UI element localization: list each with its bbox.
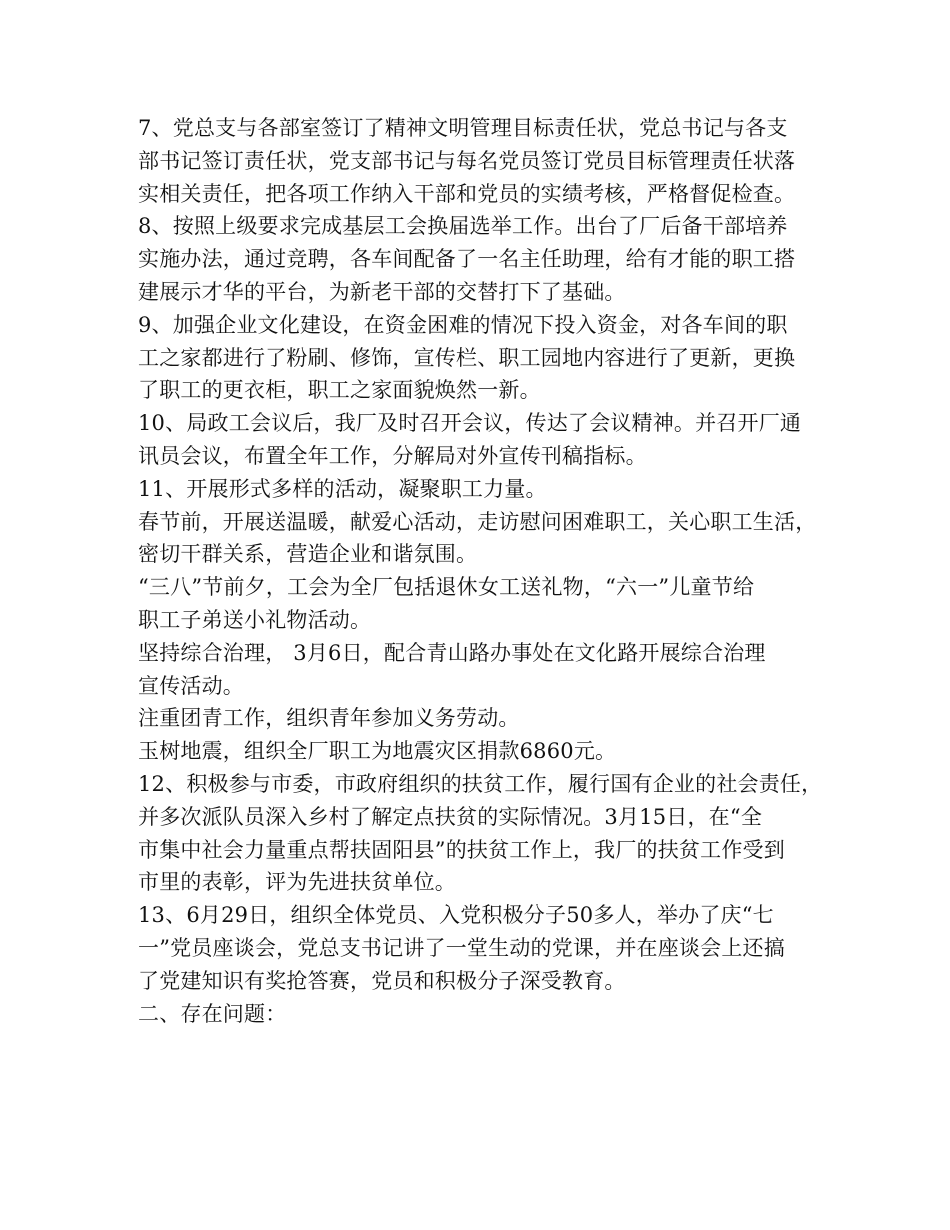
text-line: 坚持综合治理， 3月6日，配合青山路办事处在文化路开展综合治理 xyxy=(138,640,766,665)
text-line: 工之家都进行了粉刷、修饰，宣传栏、职工园地内容进行了更新，更换 xyxy=(138,345,796,370)
text-line: “三八”节前夕，工会为全厂包括退休女工送礼物，“六一”儿童节给 xyxy=(138,575,755,600)
text-line: 8、按照上级要求完成基层工会换届选举工作。出台了厂后备干部培养 xyxy=(138,214,788,239)
text-line: 了党建知识有奖抢答赛，党员和积极分子深受教育。 xyxy=(138,968,626,993)
text-line: 并多次派队员深入乡村了解定点扶贫的实际情况。3月15日，在“全 xyxy=(138,804,763,829)
text-line: 职工子弟送小礼物活动。 xyxy=(138,607,372,632)
text-line: 一”党员座谈会，党总支书记讲了一堂生动的党课，并在座谈会上还搞 xyxy=(138,935,785,960)
text-line: 实施办法，通过竞聘，各车间配备了一名主任助理，给有才能的职工搭 xyxy=(138,247,796,272)
text-line: 部书记签订责任状，党支部书记与每名党员签订党员目标管理责任状落 xyxy=(138,148,796,173)
text-line: 12、积极参与市委，市政府组织的扶贫工作，履行国有企业的社会责任， xyxy=(138,771,823,796)
text-line: 实相关责任，把各项工作纳入干部和党员的实绩考核，严格督促检查。 xyxy=(138,181,796,206)
text-line: 了职工的更衣柜，职工之家面貌焕然一新。 xyxy=(138,378,541,403)
text-line: 宣传活动。 xyxy=(138,673,244,698)
text-line: 10、局政工会议后，我厂及时召开会议，传达了会议精神。并召开厂通 xyxy=(138,411,802,436)
section-heading: 二、存在问题： xyxy=(138,1001,287,1026)
text-line: 9、加强企业文化建设，在资金困难的情况下投入资金，对各车间的职 xyxy=(138,312,788,337)
text-line: 11、开展形式多样的活动，凝聚职工力量。 xyxy=(138,476,547,501)
text-line: 讯员会议，布置全年工作，分解局对外宣传刊稿指标。 xyxy=(138,443,647,468)
text-line: 建展示才华的平台，为新老干部的交替打下了基础。 xyxy=(138,279,626,304)
text-line: 注重团青工作，组织青年参加义务劳动。 xyxy=(138,706,520,731)
document-body xyxy=(138,112,828,1030)
text-line: 密切干群关系，营造企业和谐氛围。 xyxy=(138,542,478,567)
text-line: 7、党总支与各部室签订了精神文明管理目标责任状，党总书记与各支 xyxy=(138,116,788,140)
text-line: 春节前，开展送温暖，献爱心活动，走访慰问困难职工，关心职工生活， xyxy=(138,509,817,534)
text-line: 市里的表彰，评为先进扶贫单位。 xyxy=(138,870,456,895)
text-line: 13、6月29日，组织全体党员、入党积极分子50多人，举办了庆“七 xyxy=(138,903,774,928)
text-line: 市集中社会力量重点帮扶固阳县”的扶贫工作上，我厂的扶贫工作受到 xyxy=(138,837,785,862)
text-line: 玉树地震，组织全厂职工为地震灾区捐款6860元。 xyxy=(138,739,617,764)
